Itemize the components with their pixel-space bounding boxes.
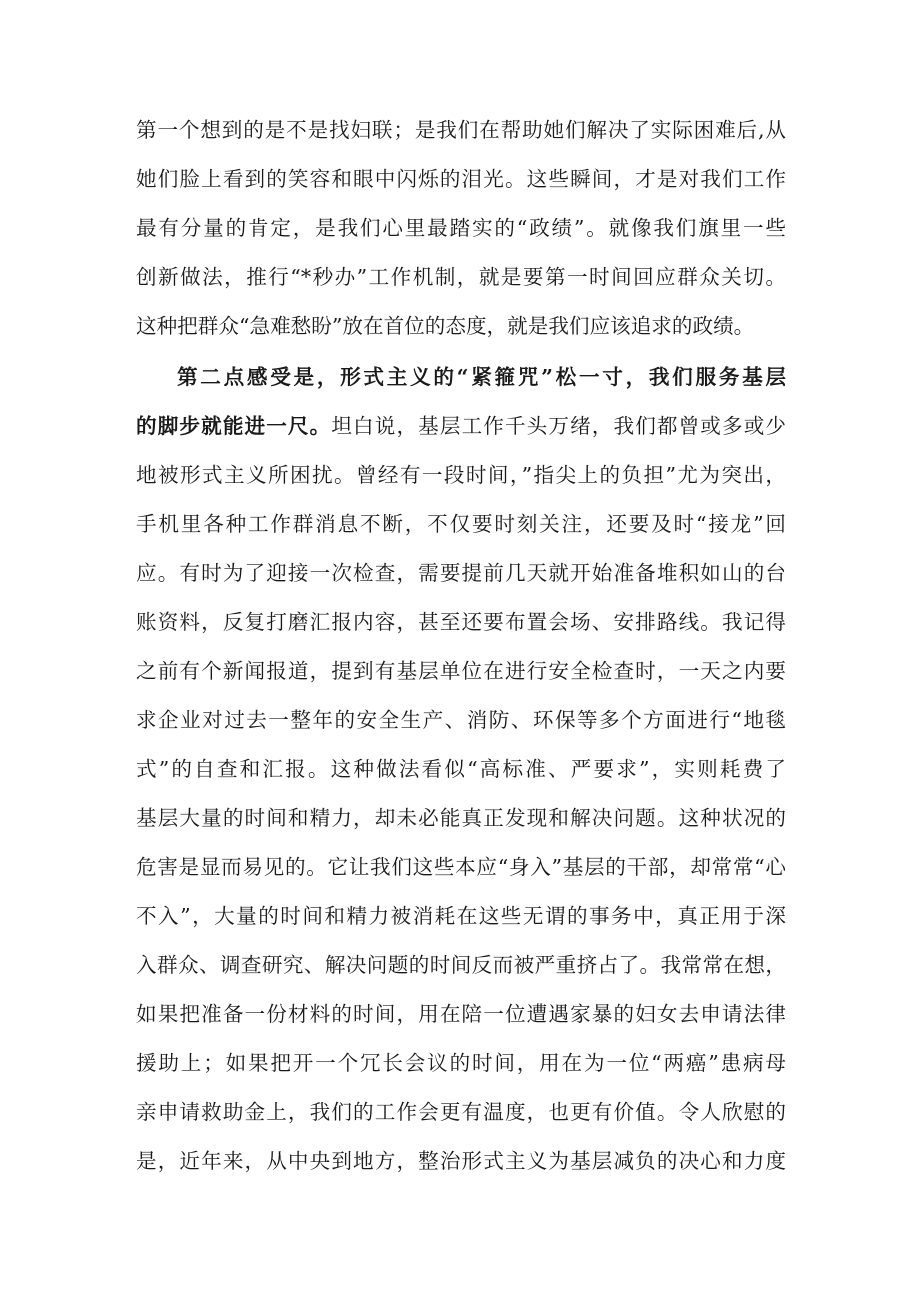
paragraph-line: 不入”，大量的时间和精力被消耗在这些无谓的事务中，真正用于深 — [136, 904, 786, 928]
paragraph-line: 创新做法，推行“*秒办”工作机制，就是要第一时间回应群众关切。 — [136, 265, 786, 289]
paragraph-line: 如果把准备一份材料的时间，用在陪一位遭遇家暴的妇女去申请法律 — [136, 1002, 786, 1026]
paragraph-line: 之前有个新闻报道，提到有基层单位在进行安全检查时，一天之内要 — [136, 659, 786, 683]
paragraph-line: 第一个想到的是不是找妇联；是我们在帮助她们解决了实际困难后,从 — [136, 118, 786, 142]
paragraph-line: 是，近年来，从中央到地方，整治形式主义为基层减负的决心和力度 — [136, 1149, 786, 1173]
paragraph-line: 账资料，反复打磨汇报内容，甚至还要布置会场、安排路线。我记得 — [136, 610, 786, 634]
paragraph-line: 求企业对过去一整年的安全生产、消防、环保等多个方面进行“地毯 — [136, 708, 786, 732]
paragraph-line: 援助上；如果把开一个冗长会议的时间，用在为一位“两癌”患病母 — [136, 1051, 786, 1075]
bold-lead-text: 的脚步就能进一尺。 — [136, 414, 332, 438]
paragraph-line: 入群众、调查研究、解决问题的时间反而被严重挤占了。我常常在想， — [136, 953, 786, 977]
regular-text: 坦白说，基层工作千头万绪，我们都曾或多或少 — [331, 414, 786, 438]
paragraph-2 — [136, 353, 786, 1186]
paragraph-line: 她们脸上看到的笑容和眼中闪烁的泪光。这些瞬间，才是对我们工作 — [136, 167, 786, 191]
paragraph-line: 危害是显而易见的。它让我们这些本应“身入”基层的干部，却常常“心 — [136, 855, 786, 879]
paragraph-1 — [136, 106, 786, 351]
paragraph-line: 应。有时为了迎接一次检查，需要提前几天就开始准备堆积如山的台 — [136, 561, 786, 585]
paragraph-line: 亲申请救助金上，我们的工作会更有温度，也更有价值。令人欣慰的 — [136, 1100, 786, 1124]
paragraph-line: 这种把群众“急难愁盼”放在首位的态度，就是我们应该追求的政绩。 — [136, 314, 755, 338]
paragraph-line: 地被形式主义所困扰。曾经有一段时间，”指尖上的负担”尤为突出， — [136, 463, 786, 487]
paragraph-heading-line: 第二点感受是，形式主义的“紧箍咒”松一寸，我们服务基层 — [177, 365, 786, 389]
paragraph-line: 手机里各种工作群消息不断，不仅要时刻关注，还要及时“接龙”回 — [136, 512, 786, 536]
paragraph-line: 式”的自查和汇报。这种做法看似“高标准、严要求”，实则耗费了 — [136, 757, 786, 781]
paragraph-line-mixed — [136, 402, 786, 451]
paragraph-line: 基层大量的时间和精力，却未必能真正发现和解决问题。这种状况的 — [136, 806, 786, 830]
paragraph-line: 最有分量的肯定，是我们心里最踏实的“政绩”。就像我们旗里一些 — [136, 216, 786, 240]
